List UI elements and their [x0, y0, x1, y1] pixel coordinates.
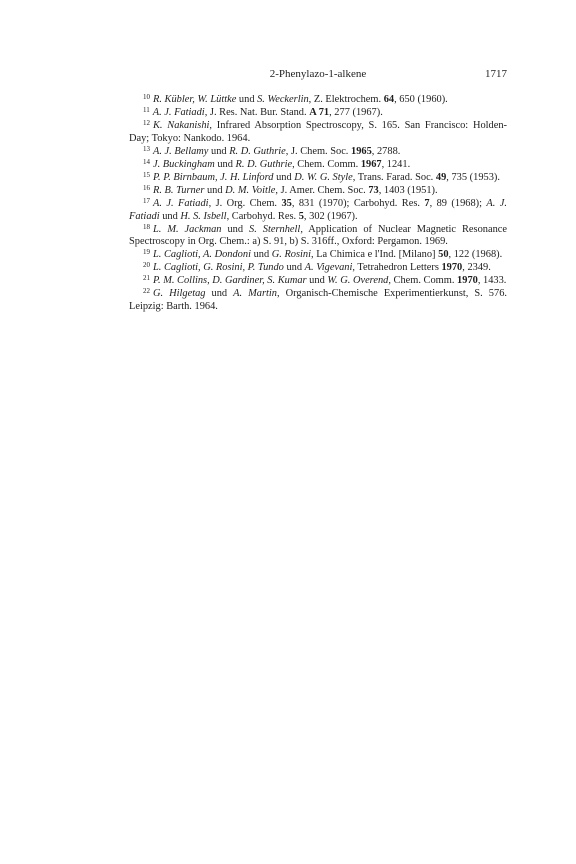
reference-volume: 1967 [360, 158, 382, 170]
reference-authors: A. J. Fatiadi [129, 197, 507, 222]
reference-number: 16 [143, 183, 150, 192]
reference-authors: K. Nakanishi [153, 119, 210, 131]
reference-number: 18 [143, 222, 150, 231]
reference-item [129, 159, 507, 172]
reference-authors: P. M. Collins, D. Gardiner, S. Kumar [153, 275, 307, 287]
reference-authors: D. M. Voitle [225, 184, 276, 196]
reference-pages: , 89 (1968); [429, 197, 487, 209]
reference-volume: 1965 [351, 145, 372, 157]
reference-volume: A 71 [309, 106, 330, 118]
reference-source: , La Chimica e l'Ind. [Milano] [311, 249, 439, 261]
reference-connector: und [273, 171, 295, 183]
reference-volume: 5 [298, 210, 304, 222]
reference-pages: , 2788. [371, 145, 401, 157]
reference-authors: R. B. Turner [153, 184, 205, 196]
reference-pages: , 1241. [381, 158, 411, 170]
reference-connector: und [208, 145, 230, 157]
reference-item [129, 172, 507, 185]
reference-authors: P. P. Birnbaum, J. H. Linford [153, 171, 274, 183]
reference-authors: A. Martin [233, 288, 277, 300]
reference-authors: R. Kübler, W. Lüttke [153, 94, 237, 105]
reference-item [129, 146, 507, 159]
reference-item [129, 288, 507, 314]
reference-item [129, 262, 507, 275]
reference-source: , Z. Elektrochem. [308, 94, 384, 105]
reference-source: , Tetrahedron Letters [352, 262, 442, 274]
reference-pages: , 1403 (1951). [378, 184, 438, 196]
reference-volume: 64 [383, 94, 395, 105]
reference-item [129, 120, 507, 146]
reference-connector: und [204, 184, 226, 196]
reference-volume: 49 [435, 171, 447, 183]
reference-authors: L. Caglioti, A. Dondoni [153, 249, 251, 261]
reference-connector: und [250, 249, 272, 261]
reference-number: 14 [143, 157, 150, 166]
reference-pages: , 277 (1967). [329, 106, 383, 118]
reference-number: 15 [143, 170, 150, 179]
reference-number: 22 [143, 287, 150, 296]
reference-authors: L. Caglioti, G. Rosini, P. Tundo [153, 262, 284, 274]
reference-connector: und [159, 210, 181, 222]
reference-volume: 35 [281, 197, 292, 209]
reference-item [129, 275, 507, 288]
reference-pages: , 831 (1970); Carbohyd. Res. [291, 197, 425, 209]
reference-authors: G. Hilgetag [153, 288, 206, 300]
reference-source: , Chem. Comm. [388, 275, 458, 287]
reference-connector: und [306, 275, 328, 287]
reference-number: 20 [143, 261, 150, 270]
reference-number: 19 [143, 248, 150, 257]
reference-volume: 73 [368, 184, 379, 196]
reference-authors: A. Vigevani [304, 262, 353, 274]
reference-authors: R. D. Guthrie [235, 158, 293, 170]
reference-authors: A. J. Bellamy [153, 145, 209, 157]
running-header [129, 68, 507, 84]
reference-source: , Trans. Farad. Soc. [352, 171, 436, 183]
running-title: 2-Phenylazo-1-alkene [269, 68, 367, 80]
reference-item [129, 107, 507, 120]
reference-source: , Organisch-Chemische Experimentierkunst, S. 576. Leipzig: Barth. 1964. [129, 288, 507, 313]
reference-volume: 7 [424, 197, 430, 209]
reference-authors: D. W. G. Style [294, 171, 353, 183]
reference-number: 21 [143, 274, 150, 283]
reference-authors: A. J. Fatiadi [153, 197, 209, 209]
reference-item [129, 185, 507, 198]
reference-authors: L. M. Jackman [153, 223, 222, 235]
reference-number: 13 [143, 144, 150, 153]
reference-pages: , 122 (1968). [448, 249, 503, 261]
reference-authors: A. J. Fatiadi [152, 106, 205, 118]
reference-authors: R. D. Guthrie [229, 145, 286, 157]
page-number: 1717 [485, 68, 507, 80]
reference-number: 17 [143, 196, 150, 205]
reference-source: , Application of Nuclear Magnetic Resonance Spectroscopy in Org. Chem.: a) S. 91, b) S. 316ff., Oxford: Pergamon. 1969. [129, 223, 508, 248]
reference-source: , J. Res. Nat. Bur. Stand. [204, 106, 310, 118]
reference-volume: 1970 [441, 262, 463, 274]
reference-authors: S. Weckerlin [257, 94, 309, 105]
reference-list [129, 94, 507, 314]
reference-authors: S. Sternhell [249, 223, 301, 235]
reference-number: 10 [143, 93, 150, 101]
reference-pages: , 650 (1960). [394, 94, 448, 105]
reference-source: , Carbohyd. Res. [226, 210, 299, 222]
reference-volume: 50 [438, 249, 449, 261]
reference-connector: und [236, 94, 258, 105]
reference-source: , Chem. Comm. [292, 158, 361, 170]
reference-authors: J. Buckingham [153, 158, 215, 170]
reference-source: , J. Org. Chem. [208, 197, 282, 209]
reference-pages: , 735 (1953). [446, 171, 500, 183]
reference-pages: , 1433. [477, 275, 507, 287]
reference-authors: H. S. Isbell [180, 210, 227, 222]
reference-source: , J. Amer. Chem. Soc. [275, 184, 369, 196]
reference-item [129, 94, 507, 107]
reference-pages: , 302 (1967). [303, 210, 358, 222]
reference-item [129, 198, 507, 224]
reference-connector: und [283, 262, 305, 274]
reference-connector: und [214, 158, 236, 170]
reference-authors: G. Rosini [271, 249, 312, 261]
reference-number: 12 [143, 118, 150, 127]
reference-authors: W. G. Overend [327, 275, 389, 287]
reference-volume: 1970 [457, 275, 478, 287]
reference-number: 11 [143, 105, 150, 114]
reference-pages: , 2349. [462, 262, 491, 274]
reference-item [129, 224, 507, 250]
reference-source: , Infrared Absorption Spectroscopy, S. 165. San Francisco: Holden-Day; Tokyo: Nankodo. 1964. [129, 119, 507, 144]
reference-connector: und [221, 223, 250, 235]
reference-item [129, 249, 507, 262]
reference-source: , J. Chem. Soc. [285, 145, 351, 157]
reference-connector: und [205, 288, 234, 300]
